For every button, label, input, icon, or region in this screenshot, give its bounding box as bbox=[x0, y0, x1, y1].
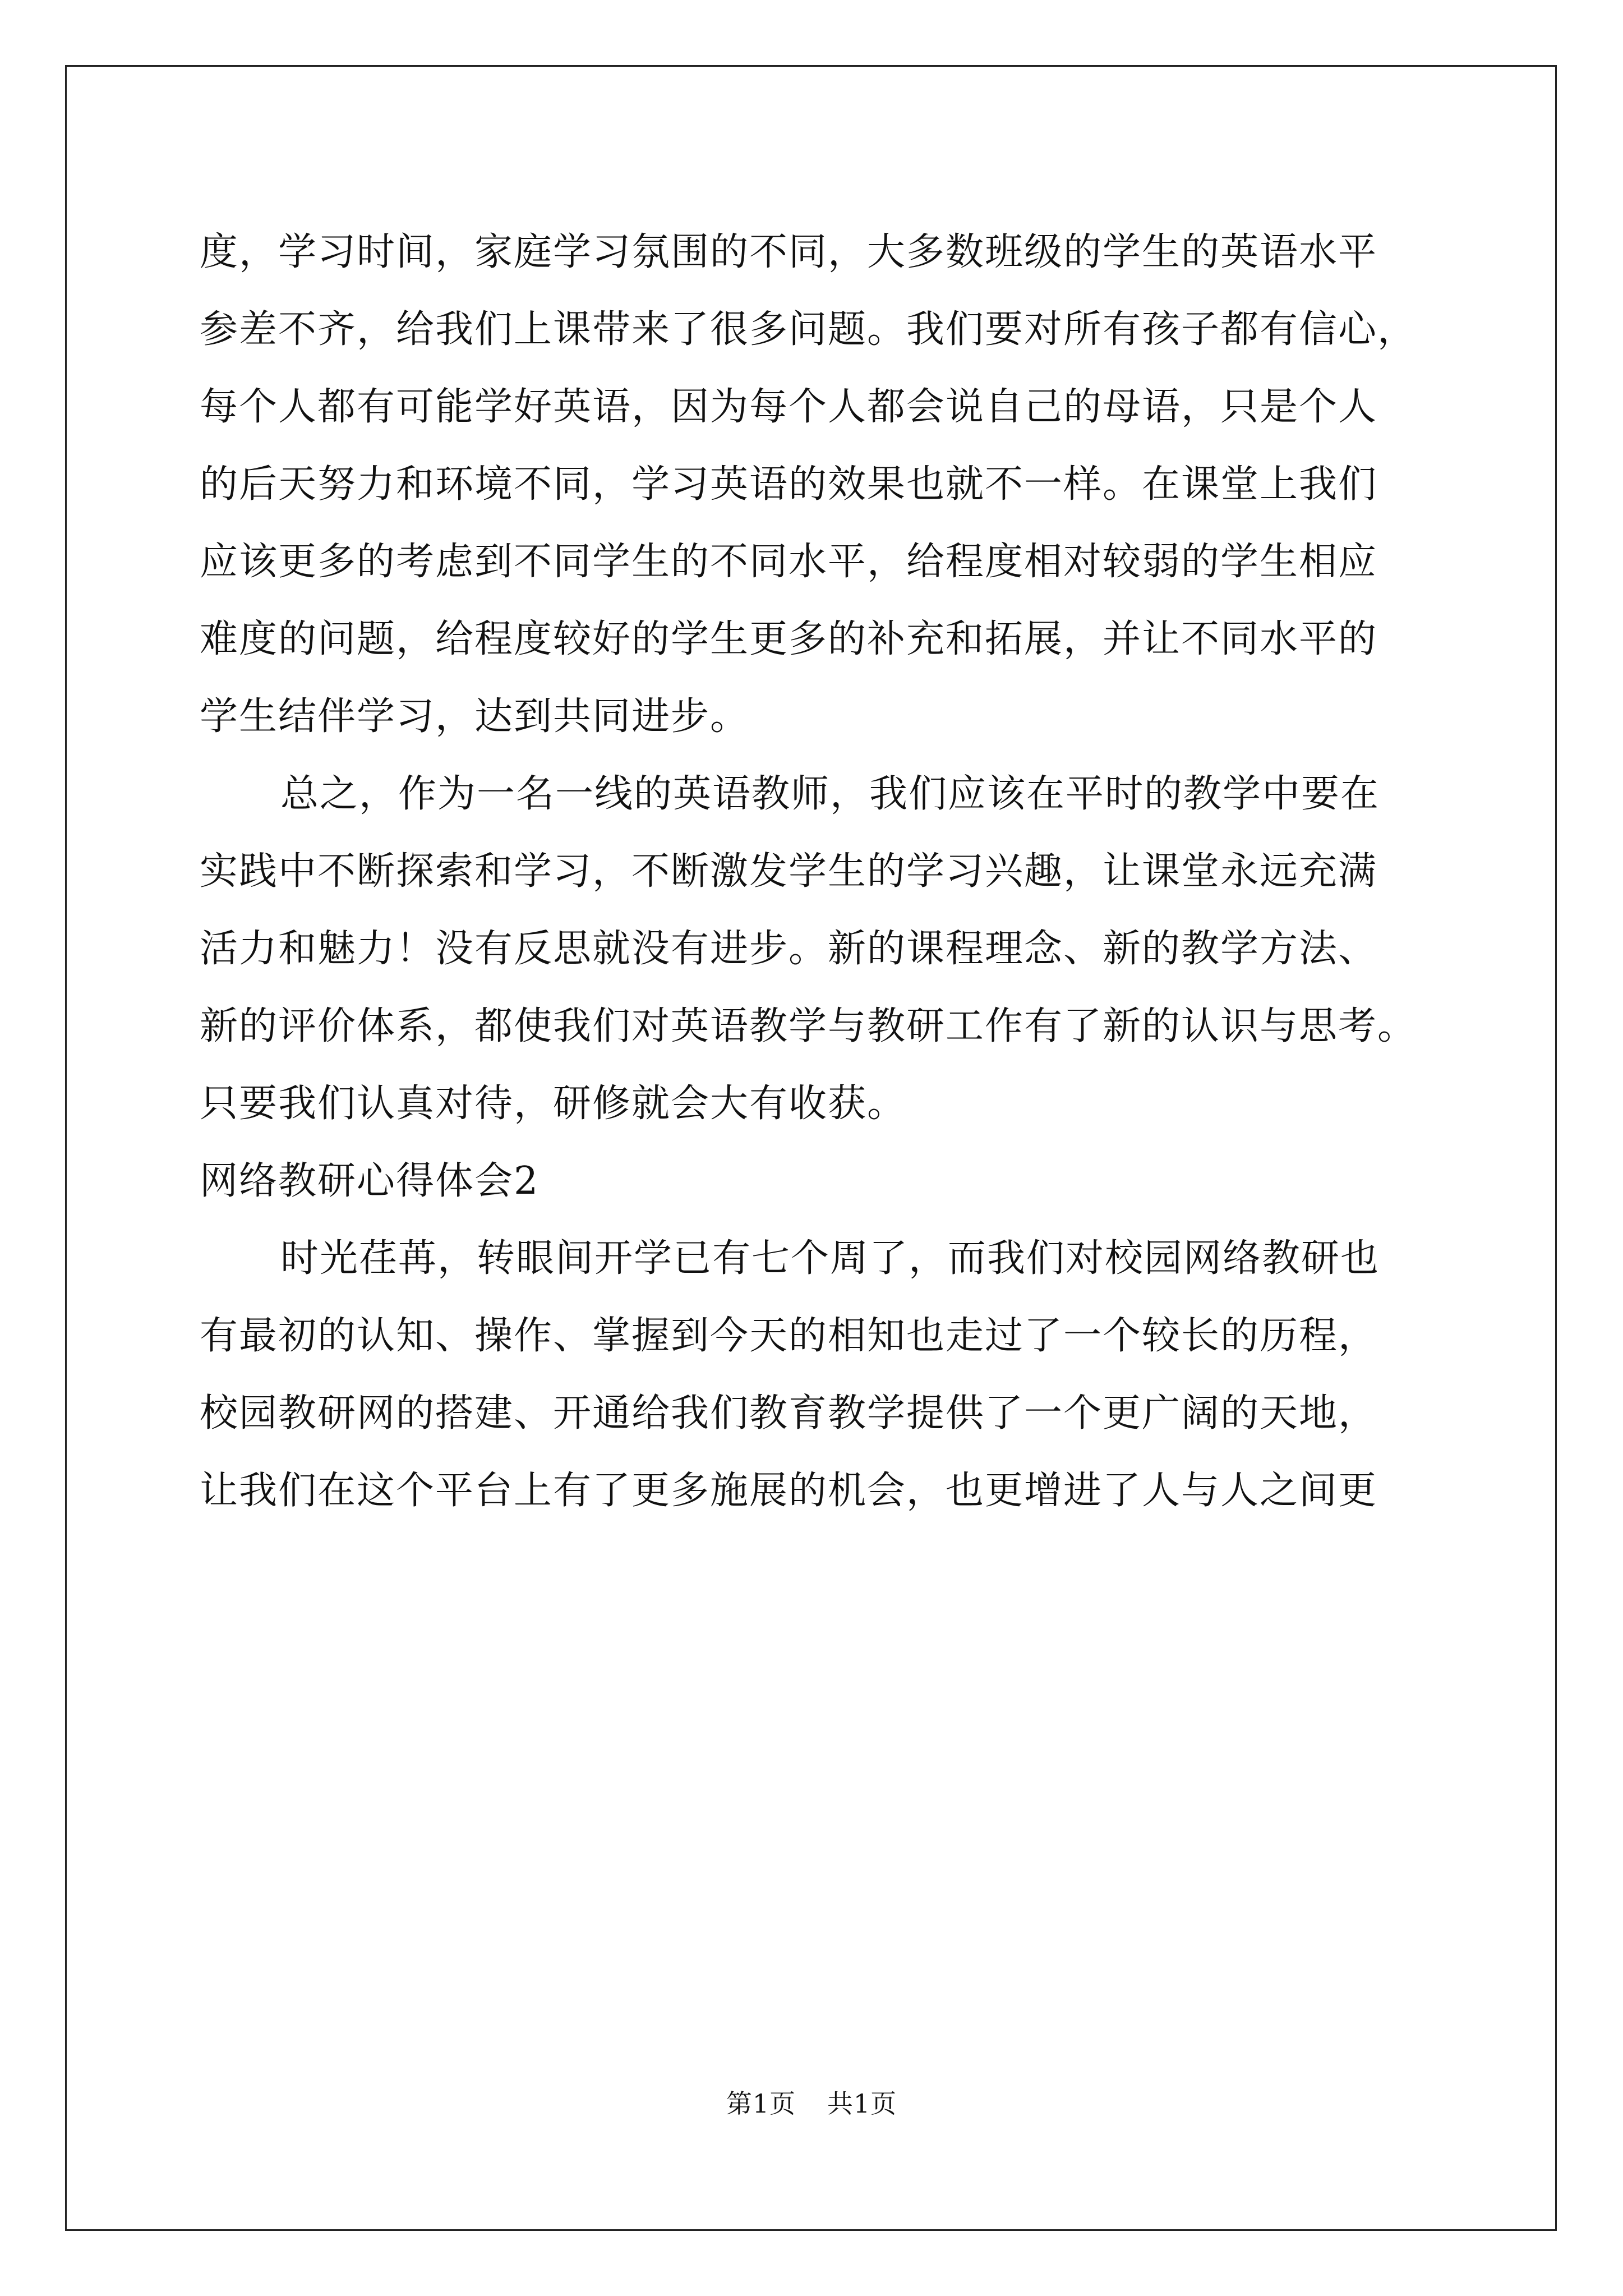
paragraph-line: 的后天努力和环境不同，学习英语的效果也就不一样。在课堂上我们 bbox=[200, 462, 1378, 507]
paragraph-line: 有最初的认知、操作、掌握到今天的相知也走过了一个较长的历程， bbox=[200, 1314, 1378, 1358]
page-total: 共1页 bbox=[827, 2088, 897, 2119]
paragraph-line: 总之，作为一名一线的英语教师，我们应该在平时的教学中要在 bbox=[280, 772, 1380, 816]
paragraph-line: 度，学习时间，家庭学习氛围的不同，大多数班级的学生的英语水平 bbox=[200, 230, 1378, 274]
paragraph-line: 时光荏苒，转眼间开学已有七个周了，而我们对校园网络教研也 bbox=[280, 1236, 1380, 1281]
paragraph-line: 实践中不断探索和学习，不断激发学生的学习兴趣，让课堂永远充满 bbox=[200, 849, 1378, 894]
paragraph-line: 只要我们认真对待，研修就会大有收获。 bbox=[200, 1082, 907, 1126]
paragraph-line: 参差不齐，给我们上课带来了很多问题。我们要对所有孩子都有信心， bbox=[200, 307, 1417, 352]
paragraph-line: 难度的问题，给程度较好的学生更多的补充和拓展，并让不同水平的 bbox=[200, 617, 1378, 661]
paragraph-line: 学生结伴学习，达到共同进步。 bbox=[200, 694, 750, 739]
paragraph-line: 新的评价体系，都使我们对英语教学与教研工作有了新的认识与思考。 bbox=[200, 1004, 1417, 1048]
paragraph-line: 活力和魅力！没有反思就没有进步。新的课程理念、新的教学方法、 bbox=[200, 927, 1378, 971]
paragraph-line: 应该更多的考虑到不同学生的不同水平，给程度相对较弱的学生相应 bbox=[200, 540, 1378, 584]
page-number: 第1页 bbox=[726, 2088, 796, 2119]
paragraph-line: 校园教研网的搭建、开通给我们教育教学提供了一个更广阔的天地， bbox=[200, 1391, 1378, 1435]
paragraph-line: 每个人都有可能学好英语，因为每个人都会说自己的母语，只是个人 bbox=[200, 385, 1378, 429]
section-heading: 网络教研心得体会2 bbox=[200, 1159, 540, 1203]
page-footer bbox=[0, 2087, 1623, 2120]
paragraph-line: 让我们在这个平台上有了更多施展的机会，也更增进了人与人之间更 bbox=[200, 1469, 1378, 1513]
